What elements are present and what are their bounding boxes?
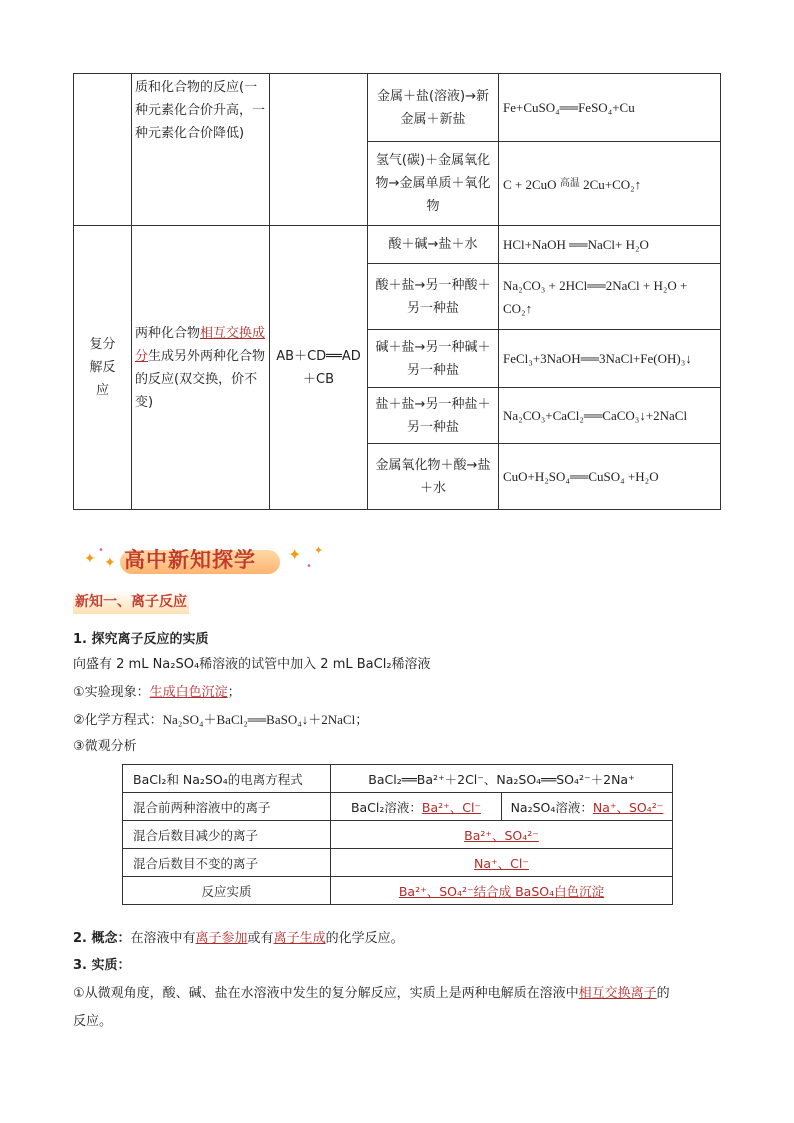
formula-cell: AB＋CD══AD＋CB <box>270 226 368 510</box>
subtype-cell: 氢气(碳)＋金属氧化物→金属单质＋氧化物 <box>368 142 499 226</box>
row-value-split: BaCl₂溶液： Ba²⁺、Cl⁻ Na₂SO₄溶液： Na⁺、SO₄²⁻ <box>331 793 673 821</box>
sparkle-icon: ✦ <box>104 555 116 571</box>
row-label: 混合后数目不变的离子 <box>123 849 331 877</box>
essence-line2: 反应。 <box>73 1014 113 1029</box>
example-cell: HCl+NaOH ══NaCl+ H₂O <box>499 226 721 264</box>
underlined-answer: Ba²⁺、SO₄²⁻ <box>398 883 474 899</box>
equation-line: ②化学方程式：Na₂SO₄＋BaCl₂══BaSO₄↓＋2NaCl； <box>73 712 369 728</box>
row-value: BaCl₂══Ba²⁺＋2Cl⁻、Na₂SO₄══SO₄²⁻＋2Na⁺ <box>331 765 673 793</box>
item-title: 1. 探究离子反应的实质 <box>73 632 209 647</box>
subtype-cell: 金属氧化物＋酸→盐＋水 <box>368 444 499 510</box>
sparkle-icon: ✦ <box>288 545 302 564</box>
concept-line: 2. 概念：在溶液中有离子参加或有离子生成的化学反应。 <box>73 931 404 946</box>
sparkle-icon: ✦ <box>84 551 96 567</box>
essence-line1: ①从微观角度，酸、碱、盐在水溶液中发生的复分解反应，实质上是两种电解质在溶液中相互交换离子的 <box>73 986 670 1001</box>
example-cell: Fe+CuSO₄══FeSO₄+Cu <box>499 74 721 142</box>
underlined-answer: 离子参加 <box>195 931 248 946</box>
type-cell: 复分解反应 <box>74 226 132 510</box>
row-label: BaCl₂和 Na₂SO₄的电离方程式 <box>123 765 331 793</box>
underlined-answer: Ba²⁺、SO₄²⁻ <box>464 827 539 843</box>
example-post: 2Cu+CO₂↑ <box>583 176 642 192</box>
observation-line: ①实验现象：生成白色沉淀； <box>73 685 241 700</box>
example-cell <box>499 142 721 226</box>
row-value <box>331 821 673 849</box>
definition-cell: 质和化合物的反应(一种元素化合价升高，一种元素化合价降低) <box>132 74 270 226</box>
row-label: 混合前两种溶液中的离子 <box>123 793 331 821</box>
underlined-answer: 离子生成 <box>273 931 326 946</box>
banner-title: 高中新知探学 <box>124 548 256 572</box>
underlined-answer: 生成白色沉淀 <box>149 685 228 700</box>
essence-label: 3. 实质： <box>73 958 131 973</box>
underlined-answer: Ba²⁺、Cl⁻ <box>421 799 482 815</box>
row-value <box>331 849 673 877</box>
example-cell: FeCl₃+3NaOH══3NaCl+Fe(OH)₃↓ <box>499 330 721 388</box>
underlined-answer: 相互交换成分 <box>135 325 266 364</box>
example-cell: Na₂CO₃+CaCl₂══CaCO₃↓+2NaCl <box>499 388 721 444</box>
section-banner <box>84 542 354 578</box>
row-label: 反应实质 <box>123 877 331 905</box>
sparkle-icon: ✦ <box>314 544 324 557</box>
type-cell-empty <box>74 74 132 226</box>
sparkle-icon: • <box>98 545 104 556</box>
example-cell: Na₂CO₃ + 2HCl══2NaCl + H₂O + CO₂↑ <box>499 264 721 330</box>
subtype-cell: 酸＋盐→另一种酸＋另一种盐 <box>368 264 499 330</box>
example-pre: C + 2CuO <box>503 176 557 192</box>
intro-text: 向盛有 2 mL Na₂SO₄稀溶液的试管中加入 2 mL BaCl₂稀溶液 <box>73 657 431 672</box>
sparkle-icon: • <box>306 561 312 572</box>
formula-cell-empty <box>270 74 368 226</box>
subtype-cell: 酸＋碱→盐＋水 <box>368 226 499 264</box>
micro-analysis-label: ③微观分析 <box>73 739 137 754</box>
section-subtitle: 新知一、离子反应 <box>73 590 189 614</box>
row-label: 混合后数目减少的离子 <box>123 821 331 849</box>
definition-cell: 两种化合物相互交换成分生成另外两种化合物的反应(双交换，价不变) <box>132 226 270 510</box>
example-cell: CuO+H₂SO₄══CuSO₄ +H₂O <box>499 444 721 510</box>
reaction-types-table <box>73 73 721 510</box>
condition-label: 高温 <box>559 177 580 189</box>
row-value: Ba²⁺、SO₄²⁻结合成 BaSO₄白色沉淀 <box>331 877 673 905</box>
subtype-cell: 金属＋盐(溶液)→新金属＋新盐 <box>368 74 499 142</box>
subtype-cell: 碱＋盐→另一种碱＋另一种盐 <box>368 330 499 388</box>
micro-analysis-table <box>122 764 673 905</box>
underlined-answer: Na⁺、SO₄²⁻ <box>592 799 664 815</box>
underlined-answer: 相互交换离子 <box>578 986 657 1001</box>
subtype-cell: 盐＋盐→另一种盐＋另一种盐 <box>368 388 499 444</box>
underlined-answer: Na⁺、Cl⁻ <box>474 855 529 871</box>
